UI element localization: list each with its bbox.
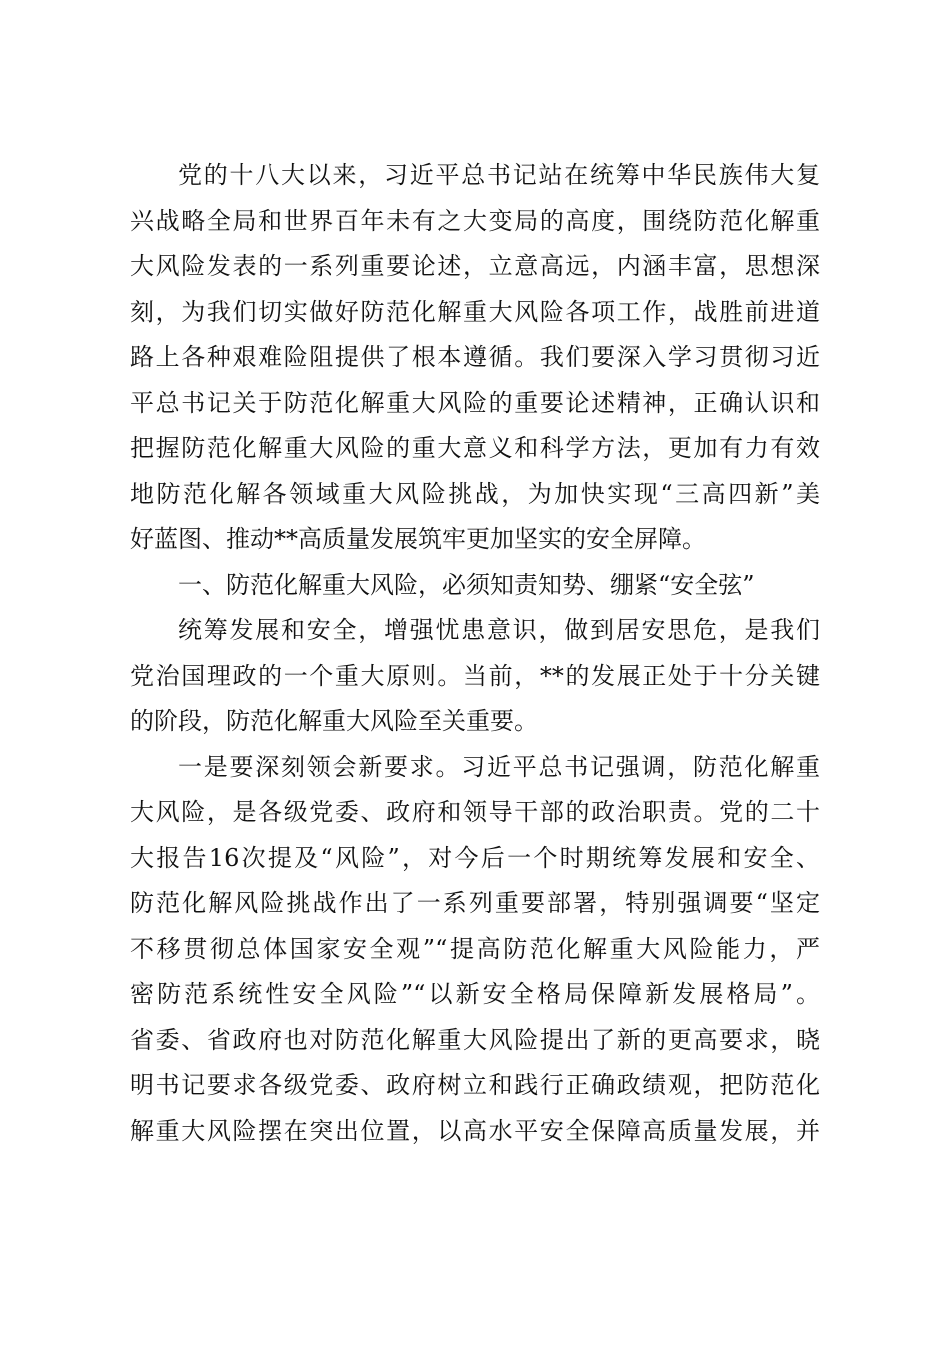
paragraph-line: 刻，为我们切实做好防范化解重大风险各项工作，战胜前进道	[130, 297, 820, 326]
paragraph-line: 党治国理政的一个重大原则。当前，**的发展正处于十分关键	[130, 661, 820, 690]
paragraph-line: 统筹发展和安全，增强忧患意识，做到居安思危，是我们	[178, 616, 820, 644]
paragraph-line: 的阶段，防范化解重大风险至关重要。	[130, 707, 538, 735]
section-heading: 一、防范化解重大风险，必须知责知势、绷紧“安全弦”	[178, 570, 755, 599]
paragraph-line: 密防范系统性安全风险”“以新安全格局保障新发展格局”。	[130, 980, 820, 1008]
paragraph-line: 平总书记关于防范化解重大风险的重要论述精神，正确认识和	[130, 388, 820, 417]
paragraph-line: 大报告16次提及“风险”，对今后一个时期统筹发展和安全、	[130, 843, 820, 872]
paragraph-line: 省委、省政府也对防范化解重大风险提出了新的更高要求，晓	[130, 1025, 820, 1054]
paragraph-line: 防范化解风险挑战作出了一系列重要部署，特别强调要“坚定	[130, 889, 820, 917]
paragraph-line: 解重大风险摆在突出位置，以高水平安全保障高质量发展，并	[130, 1116, 820, 1145]
paragraph-line: 大风险，是各级党委、政府和领导干部的政治职责。党的二十	[130, 798, 820, 826]
paragraph-line: 路上各种艰难险阻提供了根本遵循。我们要深入学习贯彻习近	[130, 343, 820, 371]
paragraph-line: 明书记要求各级党委、政府树立和践行正确政绩观，把防范化	[130, 1071, 820, 1099]
paragraph-line: 党的十八大以来，习近平总书记站在统筹中华民族伟大复	[178, 161, 820, 189]
paragraph-line: 大风险发表的一系列重要论述，立意高远，内涵丰富，思想深	[130, 252, 820, 280]
paragraph-line: 兴战略全局和世界百年未有之大变局的高度，围绕防范化解重	[130, 206, 820, 235]
paragraph-line: 地防范化解各领域重大风险挑战，为加快实现“三高四新”美	[130, 479, 820, 508]
paragraph-line: 把握防范化解重大风险的重大意义和科学方法，更加有力有效	[130, 434, 820, 462]
document-body	[130, 153, 820, 1154]
paragraph-line: 一是要深刻领会新要求。习近平总书记强调，防范化解重	[178, 752, 820, 781]
paragraph-line: 好蓝图、推动**高质量发展筑牢更加坚实的安全屏障。	[130, 525, 706, 553]
paragraph-line: 不移贯彻总体国家安全观”“提高防范化解重大风险能力，严	[130, 934, 820, 963]
